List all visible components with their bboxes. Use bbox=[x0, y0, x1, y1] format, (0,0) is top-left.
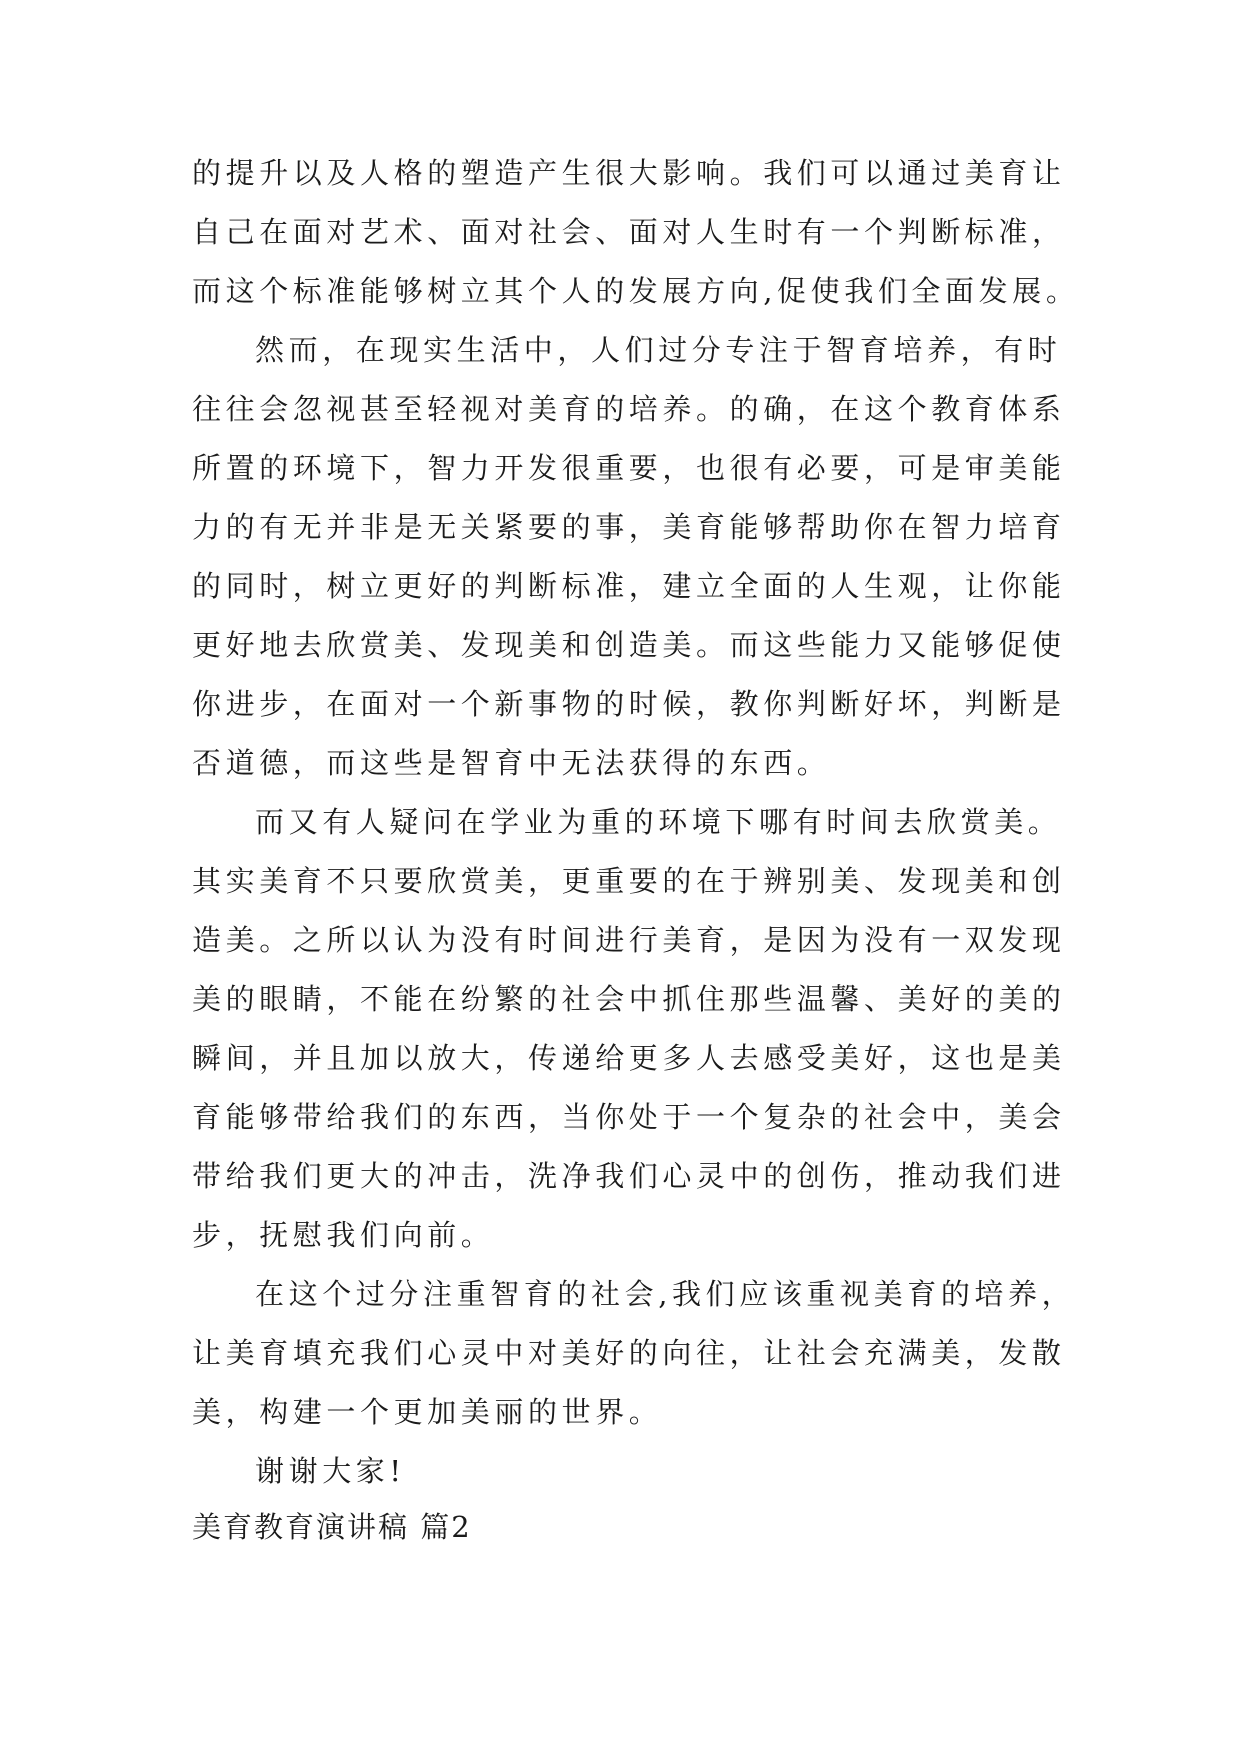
text-line: 育能够带给我们的东西，当你处于一个复杂的社会中，美会 bbox=[192, 1100, 1066, 1134]
text-line: 更好地去欣赏美、发现美和创造美。而这些能力又能够促使 bbox=[192, 628, 1066, 662]
text-line: 其实美育不只要欣赏美，更重要的在于辨别美、发现美和创 bbox=[192, 864, 1066, 898]
text-line: 让美育填充我们心灵中对美好的向往，让社会充满美，发散 bbox=[192, 1336, 1066, 1370]
text-line: 的提升以及人格的塑造产生很大影响。我们可以通过美育让 bbox=[192, 156, 1066, 190]
text-line: 带给我们更大的冲击，洗净我们心灵中的创伤，推动我们进 bbox=[192, 1159, 1066, 1193]
text-line: 而这个标准能够树立其个人的发展方向,促使我们全面发展。 bbox=[192, 274, 1080, 308]
text-line: 往往会忽视甚至轻视对美育的培养。的确，在这个教育体系 bbox=[192, 392, 1066, 426]
paragraph-start: 而又有人疑问在学业为重的环境下哪有时间去欣赏美。 bbox=[255, 805, 1062, 839]
paragraph-start: 然而，在现实生活中，人们过分专注于智育培养，有时 bbox=[255, 333, 1062, 367]
text-line: 的同时，树立更好的判断标准，建立全面的人生观，让你能 bbox=[192, 569, 1066, 603]
text-line: 自己在面对艺术、面对社会、面对人生时有一个判断标准， bbox=[192, 215, 1066, 249]
text-line: 力的有无并非是无关紧要的事，美育能够帮助你在智力培育 bbox=[192, 510, 1066, 544]
closing-line: 谢谢大家! bbox=[255, 1454, 406, 1488]
text-line: 造美。之所以认为没有时间进行美育，是因为没有一双发现 bbox=[192, 923, 1066, 957]
text-line: 步，抚慰我们向前。 bbox=[192, 1218, 495, 1252]
text-line: 否道德，而这些是智育中无法获得的东西。 bbox=[192, 746, 831, 780]
text-line: 所置的环境下，智力开发很重要，也很有必要，可是审美能 bbox=[192, 451, 1066, 485]
text-line: 瞬间，并且加以放大，传递给更多人去感受美好，这也是美 bbox=[192, 1041, 1066, 1075]
text-line: 美的眼睛，不能在纷繁的社会中抓住那些温馨、美好的美的 bbox=[192, 982, 1066, 1016]
paragraph-start: 在这个过分注重智育的社会,我们应该重视美育的培养， bbox=[255, 1277, 1076, 1311]
text-line: 你进步，在面对一个新事物的时候，教你判断好坏，判断是 bbox=[192, 687, 1066, 721]
section-heading: 美育教育演讲稿 篇2 bbox=[192, 1510, 472, 1544]
text-line: 美，构建一个更加美丽的世界。 bbox=[192, 1395, 663, 1429]
